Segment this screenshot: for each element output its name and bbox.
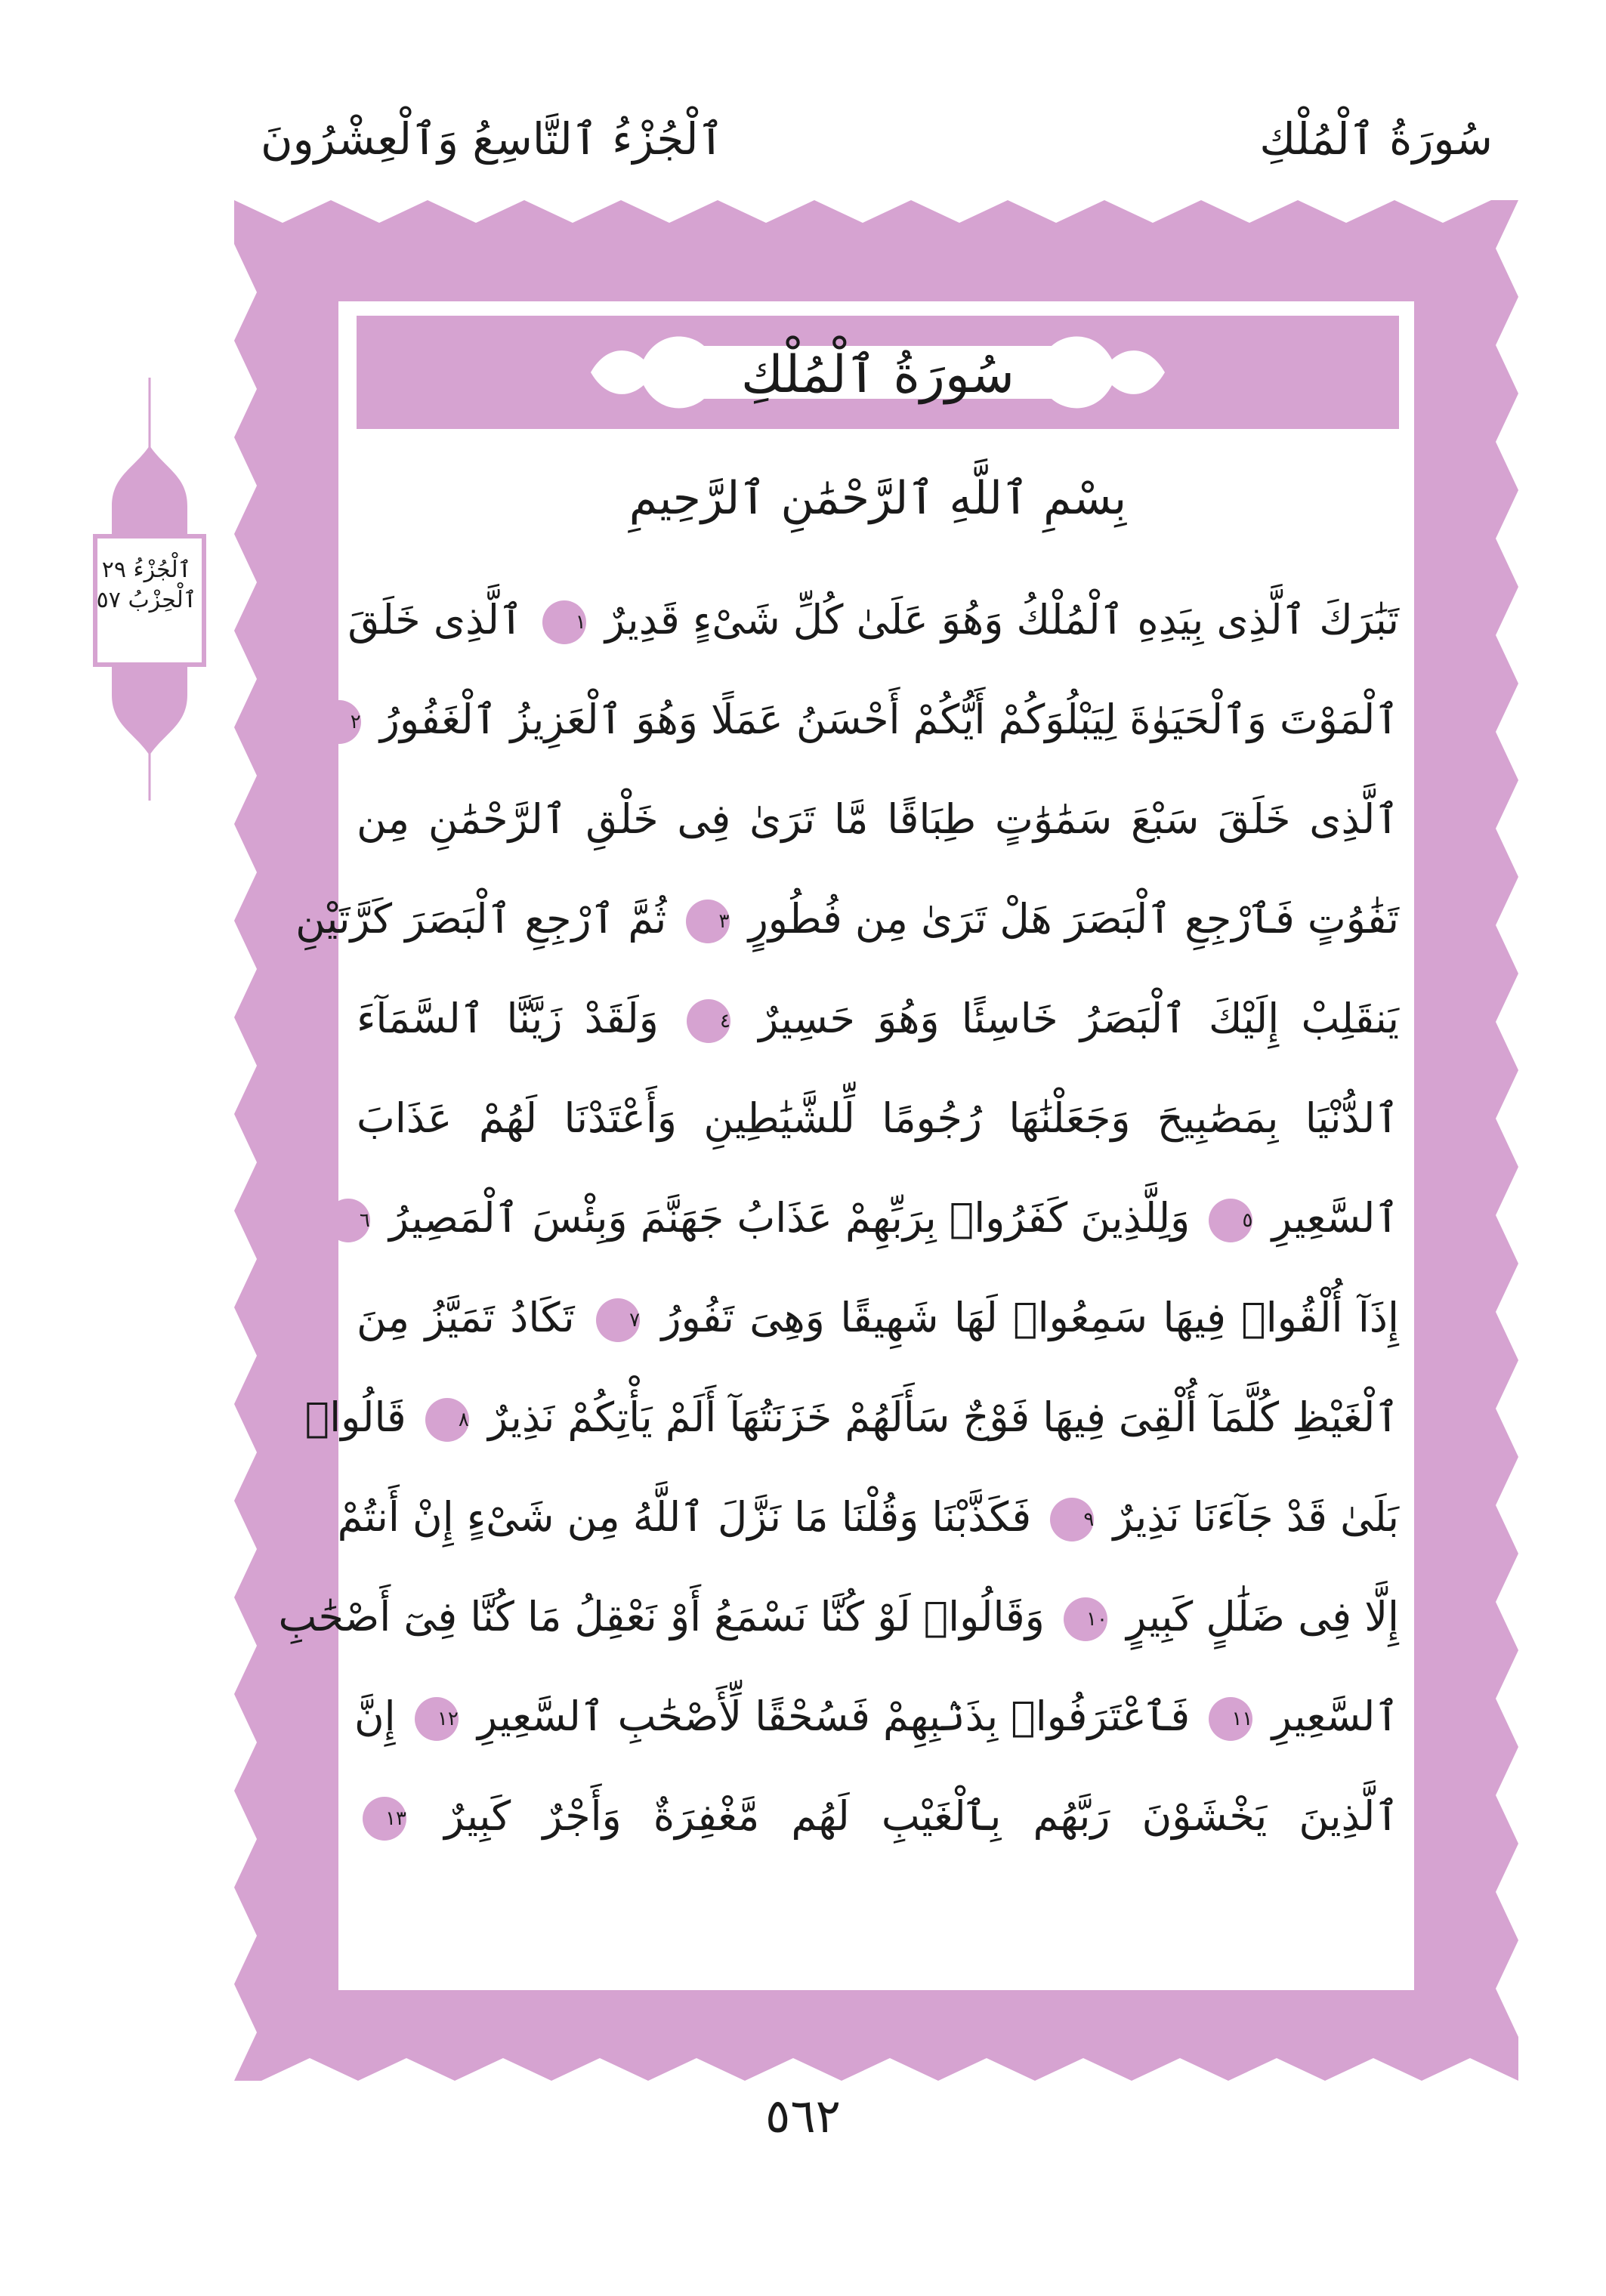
ayah-marker: ٣	[686, 900, 730, 943]
ayah-marker: ٩	[1050, 1498, 1094, 1541]
surah-header: سُورَةُ ٱلْمُلْكِ	[1259, 113, 1493, 165]
verse-line: إِذَآ أُلْقُوا۟ فِيهَا سَمِعُوا۟ لَهَا شَهِيقًا وَهِىَ تَفُورُ ٧ تَكَادُ تَمَيَّزُ مِنَ	[357, 1294, 1399, 1341]
page-number: ٥٦٢	[765, 2088, 841, 2143]
surah-title: سُورَةُ ٱلْمُلْكِ	[741, 345, 1015, 405]
verse-line: ٱلسَّعِيرِ ١١ فَٱعْتَرَفُوا۟ بِذَنۢبِهِمْ فَسُحْقًا لِّأَصْحَٰبِ ٱلسَّعِيرِ ١٢ إِنَّ	[354, 1693, 1399, 1740]
juz-header: ٱلْجُزْءُ ٱلتَّاسِعُ وَٱلْعِشْرُونَ	[261, 113, 724, 165]
basmala: بِسْمِ ٱللَّهِ ٱلرَّحْمَٰنِ ٱلرَّحِيمِ	[629, 472, 1127, 525]
verse-line: ٱلسَّعِيرِ ٥ وَلِلَّذِينَ كَفَرُوا۟ بِرَبِّهِمْ عَذَابُ جَهَنَّمَ وَبِئْسَ ٱلْمَصِيرُ ٦	[357, 1168, 1399, 1268]
surah-title-banner	[357, 316, 1399, 429]
ayah-marker: ١١	[1209, 1697, 1252, 1741]
ayah-marker: ١	[542, 600, 586, 644]
ayah-marker: ٤	[687, 999, 730, 1043]
ayah-marker: ١٢	[415, 1697, 459, 1741]
verse-line: تَبَٰرَكَ ٱلَّذِى بِيَدِهِ ٱلْمُلْكُ وَهُوَ عَلَىٰ كُلِّ شَىْءٍ قَدِيرٌ ١ ٱلَّذِى خَلَقَ	[347, 596, 1399, 643]
verse-line: ٱلدُّنْيَا بِمَصَٰبِيحَ وَجَعَلْنَٰهَا رُجُومًا لِّلشَّيَٰطِينِ وَأَعْتَدْنَا لَهُمْ عَذَابَ	[357, 1094, 1399, 1142]
ayah-marker: ٢	[317, 700, 361, 744]
verse-line: ٱلَّذِى خَلَقَ سَبْعَ سَمَٰوَٰتٍ طِبَاقًا مَّا تَرَىٰ فِى خَلْقِ ٱلرَّحْمَٰنِ مِن	[357, 795, 1399, 843]
verse-line: ٱلْغَيْظِ كُلَّمَآ أُلْقِىَ فِيهَا فَوْجٌ سَأَلَهُمْ خَزَنَتُهَآ أَلَمْ يَأْتِكُمْ نَذِيرٌ ٨ قَالُوا۟	[304, 1393, 1399, 1441]
hizb-number: ٱلْحِزْبُ ٥٧	[96, 587, 197, 613]
juz-hizb-label	[94, 555, 199, 616]
ayah-marker: ٨	[425, 1398, 469, 1442]
ayah-marker: ١٣	[363, 1797, 406, 1841]
verse-line: تَفَٰوُتٍ فَٱرْجِعِ ٱلْبَصَرَ هَلْ تَرَىٰ مِن فُطُورٍ ٣ ثُمَّ ٱرْجِعِ ٱلْبَصَرَ كَرَّتَيْنِ	[295, 895, 1399, 943]
verse-line: إِلَّا فِى ضَلَٰلٍ كَبِيرٍ ١٠ وَقَالُوا۟ لَوْ كُنَّا نَسْمَعُ أَوْ نَعْقِلُ مَا كُنَّا فِىٓ أَصْحَٰبِ	[278, 1593, 1399, 1640]
verse-line: يَنقَلِبْ إِلَيْكَ ٱلْبَصَرُ خَاسِئًا وَهُوَ حَسِيرٌ ٤ وَلَقَدْ زَيَّنَّا ٱلسَّمَآءَ	[357, 995, 1400, 1042]
verse-block	[278, 570, 1400, 1866]
verse-line: بَلَىٰ قَدْ جَآءَنَا نَذِيرٌ ٩ فَكَذَّبْنَا وَقُلْنَا مَا نَزَّلَ ٱللَّهُ مِن شَىْءٍ إِنْ أَنتُمْ	[337, 1493, 1399, 1541]
ayah-marker: ١٠	[1064, 1597, 1107, 1641]
ayah-marker: ٧	[596, 1298, 640, 1342]
ayah-marker: ٥	[1209, 1199, 1252, 1242]
ayah-marker: ٦	[326, 1199, 370, 1242]
verse-line: ٱلْمَوْتَ وَٱلْحَيَوٰةَ لِيَبْلُوَكُمْ أَيُّكُمْ أَحْسَنُ عَمَلًا وَهُوَ ٱلْعَزِيزُ ٱلْغَفُورُ ٢	[357, 670, 1399, 770]
verse-line: ٱلَّذِينَ يَخْشَوْنَ رَبَّهُم بِٱلْغَيْبِ لَهُم مَّغْفِرَةٌ وَأَجْرٌ كَبِيرٌ ١٣	[357, 1767, 1399, 1866]
juz-number: ٱلْجُزْءُ ٢٩	[101, 557, 192, 583]
